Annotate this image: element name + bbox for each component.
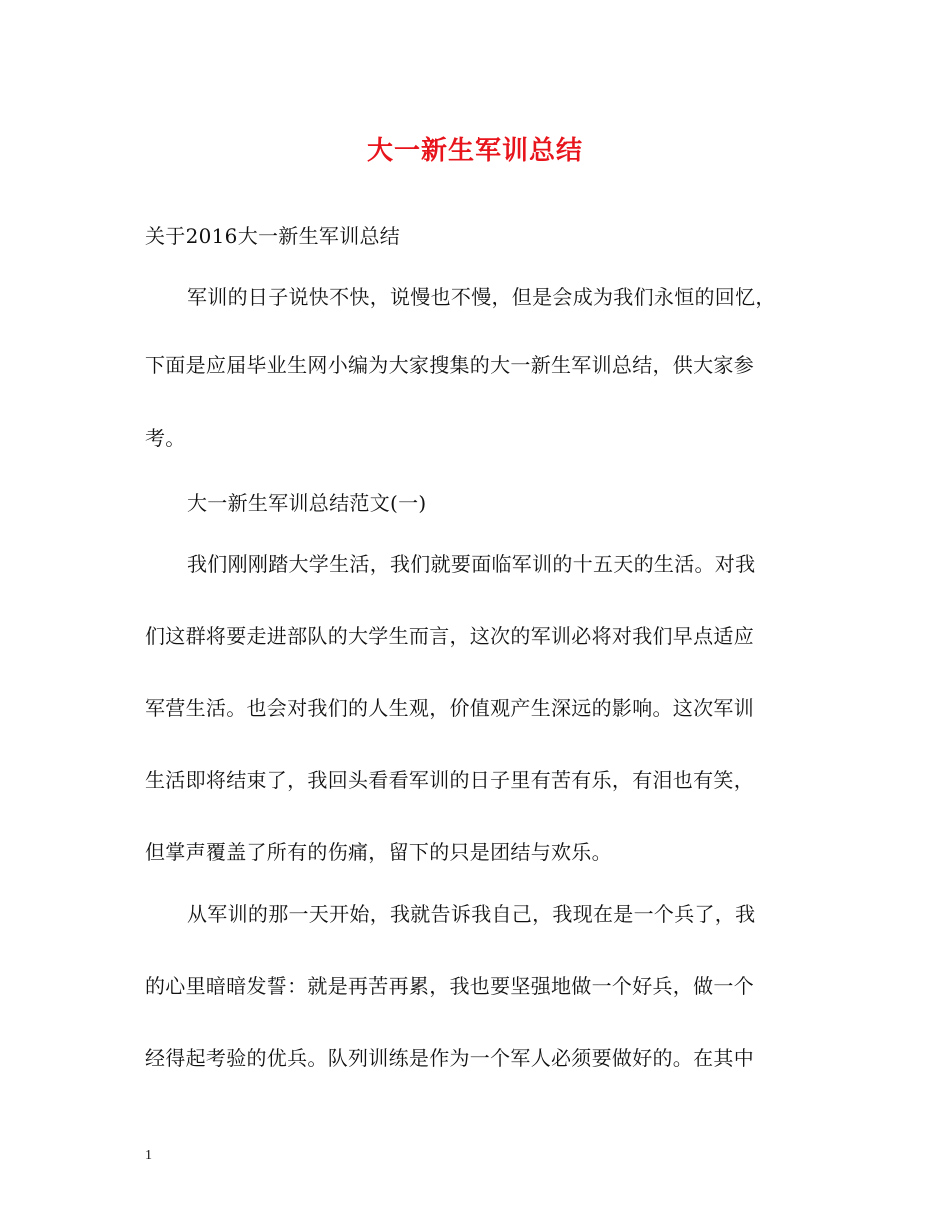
body-line: 的心里暗暗发誓：就是再苦再累，我也要坚强地做一个好兵，做一个 (145, 974, 754, 998)
document-title: 大一新生军训总结 (366, 136, 583, 166)
body-line: 军营生活。也会对我们的人生观，价值观产生深远的影响。这次军训 (145, 696, 754, 720)
body-line: 们这群将要走进部队的大学生而言，这次的军训必将对我们早点适应 (145, 624, 754, 648)
body-line: 经得起考验的优兵。队列训练是作为一个军人必须要做好的。在其中 (145, 1046, 754, 1070)
body-line: 生活即将结束了，我回头看看军训的日子里有苦有乐，有泪也有笑， (145, 768, 754, 792)
subtitle-line: 关于2016大一新生军训总结 (145, 224, 401, 248)
body-line: 从军训的那一天开始，我就告诉我自己，我现在是一个兵了，我 (187, 902, 756, 926)
section-heading: 大一新生军训总结范文(一) (187, 491, 427, 515)
body-line: 军训的日子说快不快，说慢也不慢，但是会成为我们永恒的回忆， (187, 285, 776, 309)
body-line: 我们刚刚踏大学生活，我们就要面临军训的十五天的生活。对我 (187, 552, 756, 576)
body-line: 考。 (145, 426, 186, 450)
page-number: 1 (145, 1148, 152, 1163)
body-line: 下面是应届毕业生网小编为大家搜集的大一新生军训总结，供大家参 (145, 353, 754, 377)
body-line: 但掌声覆盖了所有的伤痛，留下的只是团结与欢乐。 (145, 840, 612, 864)
